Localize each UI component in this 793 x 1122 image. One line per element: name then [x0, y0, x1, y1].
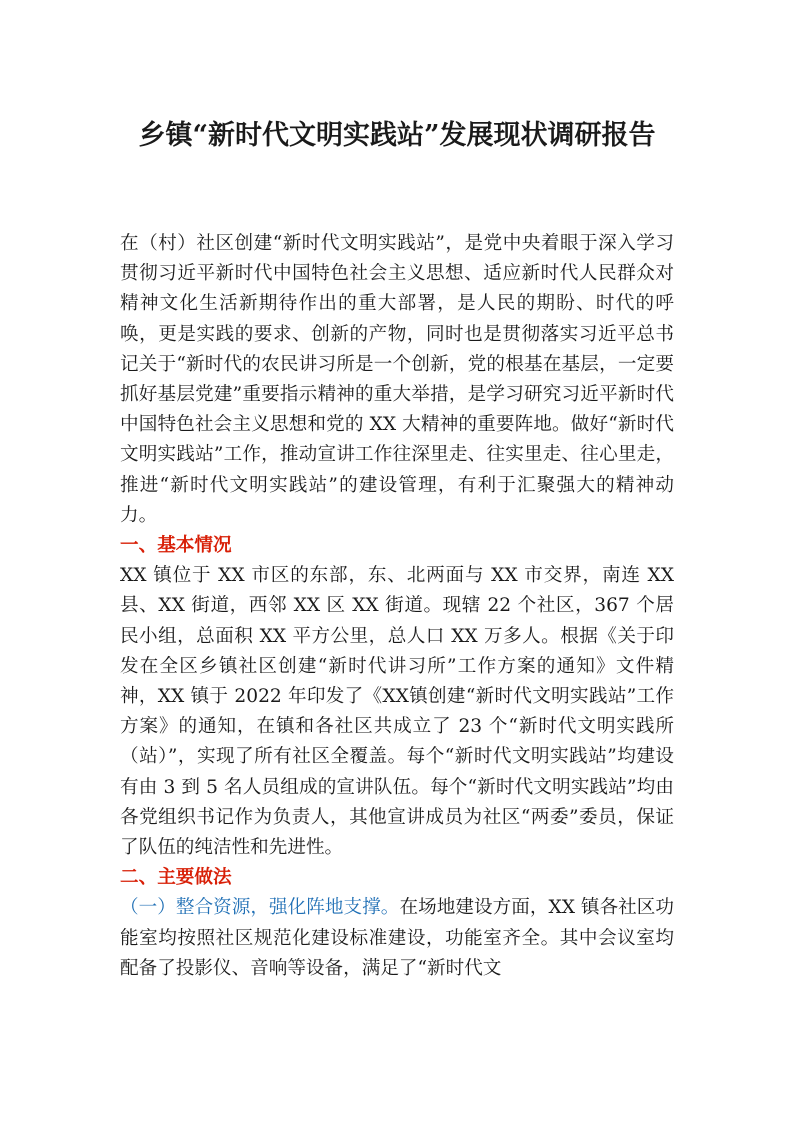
intro-paragraph: 在（村）社区创建“新时代文明实践站”，是党中央着眼于深入学习贯彻习近平新时代中国特色社会主义思想、适应新时代人民群众对精神文化生活新期待作出的重大部署，是人民的期盼、时代的呼唤，更是实践的要求、创新的产物，同时也是贯彻落实习近平总书记关于“新时代的农民讲习所是一个创新，党的根基在基层，一定要抓好基层党建”重要指示精神的重大举措，是学习研究习近平新时代中国特色社会主义思想和党的 XX 大精神的重要阵地。做好“新时代文明实践站”工作，推动宣讲工作往深里走、往实里走、往心里走，推进“新时代文明实践站”的建设管理，有利于汇聚强大的精神动力。 — [120, 233, 674, 526]
sub-heading-integrate-resources: （一）整合资源，强化阵地支撑。 — [120, 897, 400, 919]
integrate-resources-text: 在场地建设方面，XX 镇各社区功能室均按照社区规范化建设标准建设，功能室齐全。其中会议室均配备了投影仪、音响等设备，满足了“新时代文 — [120, 897, 674, 979]
document-body — [120, 229, 674, 984]
main-practices-paragraph — [120, 893, 674, 984]
section-heading-basic-situation: 一、基本情况 — [120, 535, 232, 557]
basic-situation-paragraph: XX 镇位于 XX 市区的东部，东、北两面与 XX 市交界，南连 XX 县、XX 街道，西邻 XX 区 XX 街道。现辖 22 个社区，367 个居民小组，总面积 XX 平方公里，总人口 XX 万多人。根据《关于印发在全区乡镇社区创建“新时代讲习所”工作方案的通知》文件精神，XX 镇于 2022 年印发了《XX镇创建“新时代文明实践站”工作方案》的通知，在镇和各社区共成立了 23 个“新时代文明实践所（站）”，实现了所有社区全覆盖。每个“新时代文明实践站”均建设有由 3 到 5 名人员组成的宣讲队伍。每个“新时代文明实践站”均由各党组织书记作为负责人，其他宣讲成员为社区“两委”委员，保证了队伍的纯洁性和先进性。 — [120, 565, 674, 859]
document-title: 乡镇“新时代文明实践站”发展现状调研报告 — [138, 120, 656, 151]
section-heading-main-practices: 二、主要做法 — [120, 867, 232, 889]
